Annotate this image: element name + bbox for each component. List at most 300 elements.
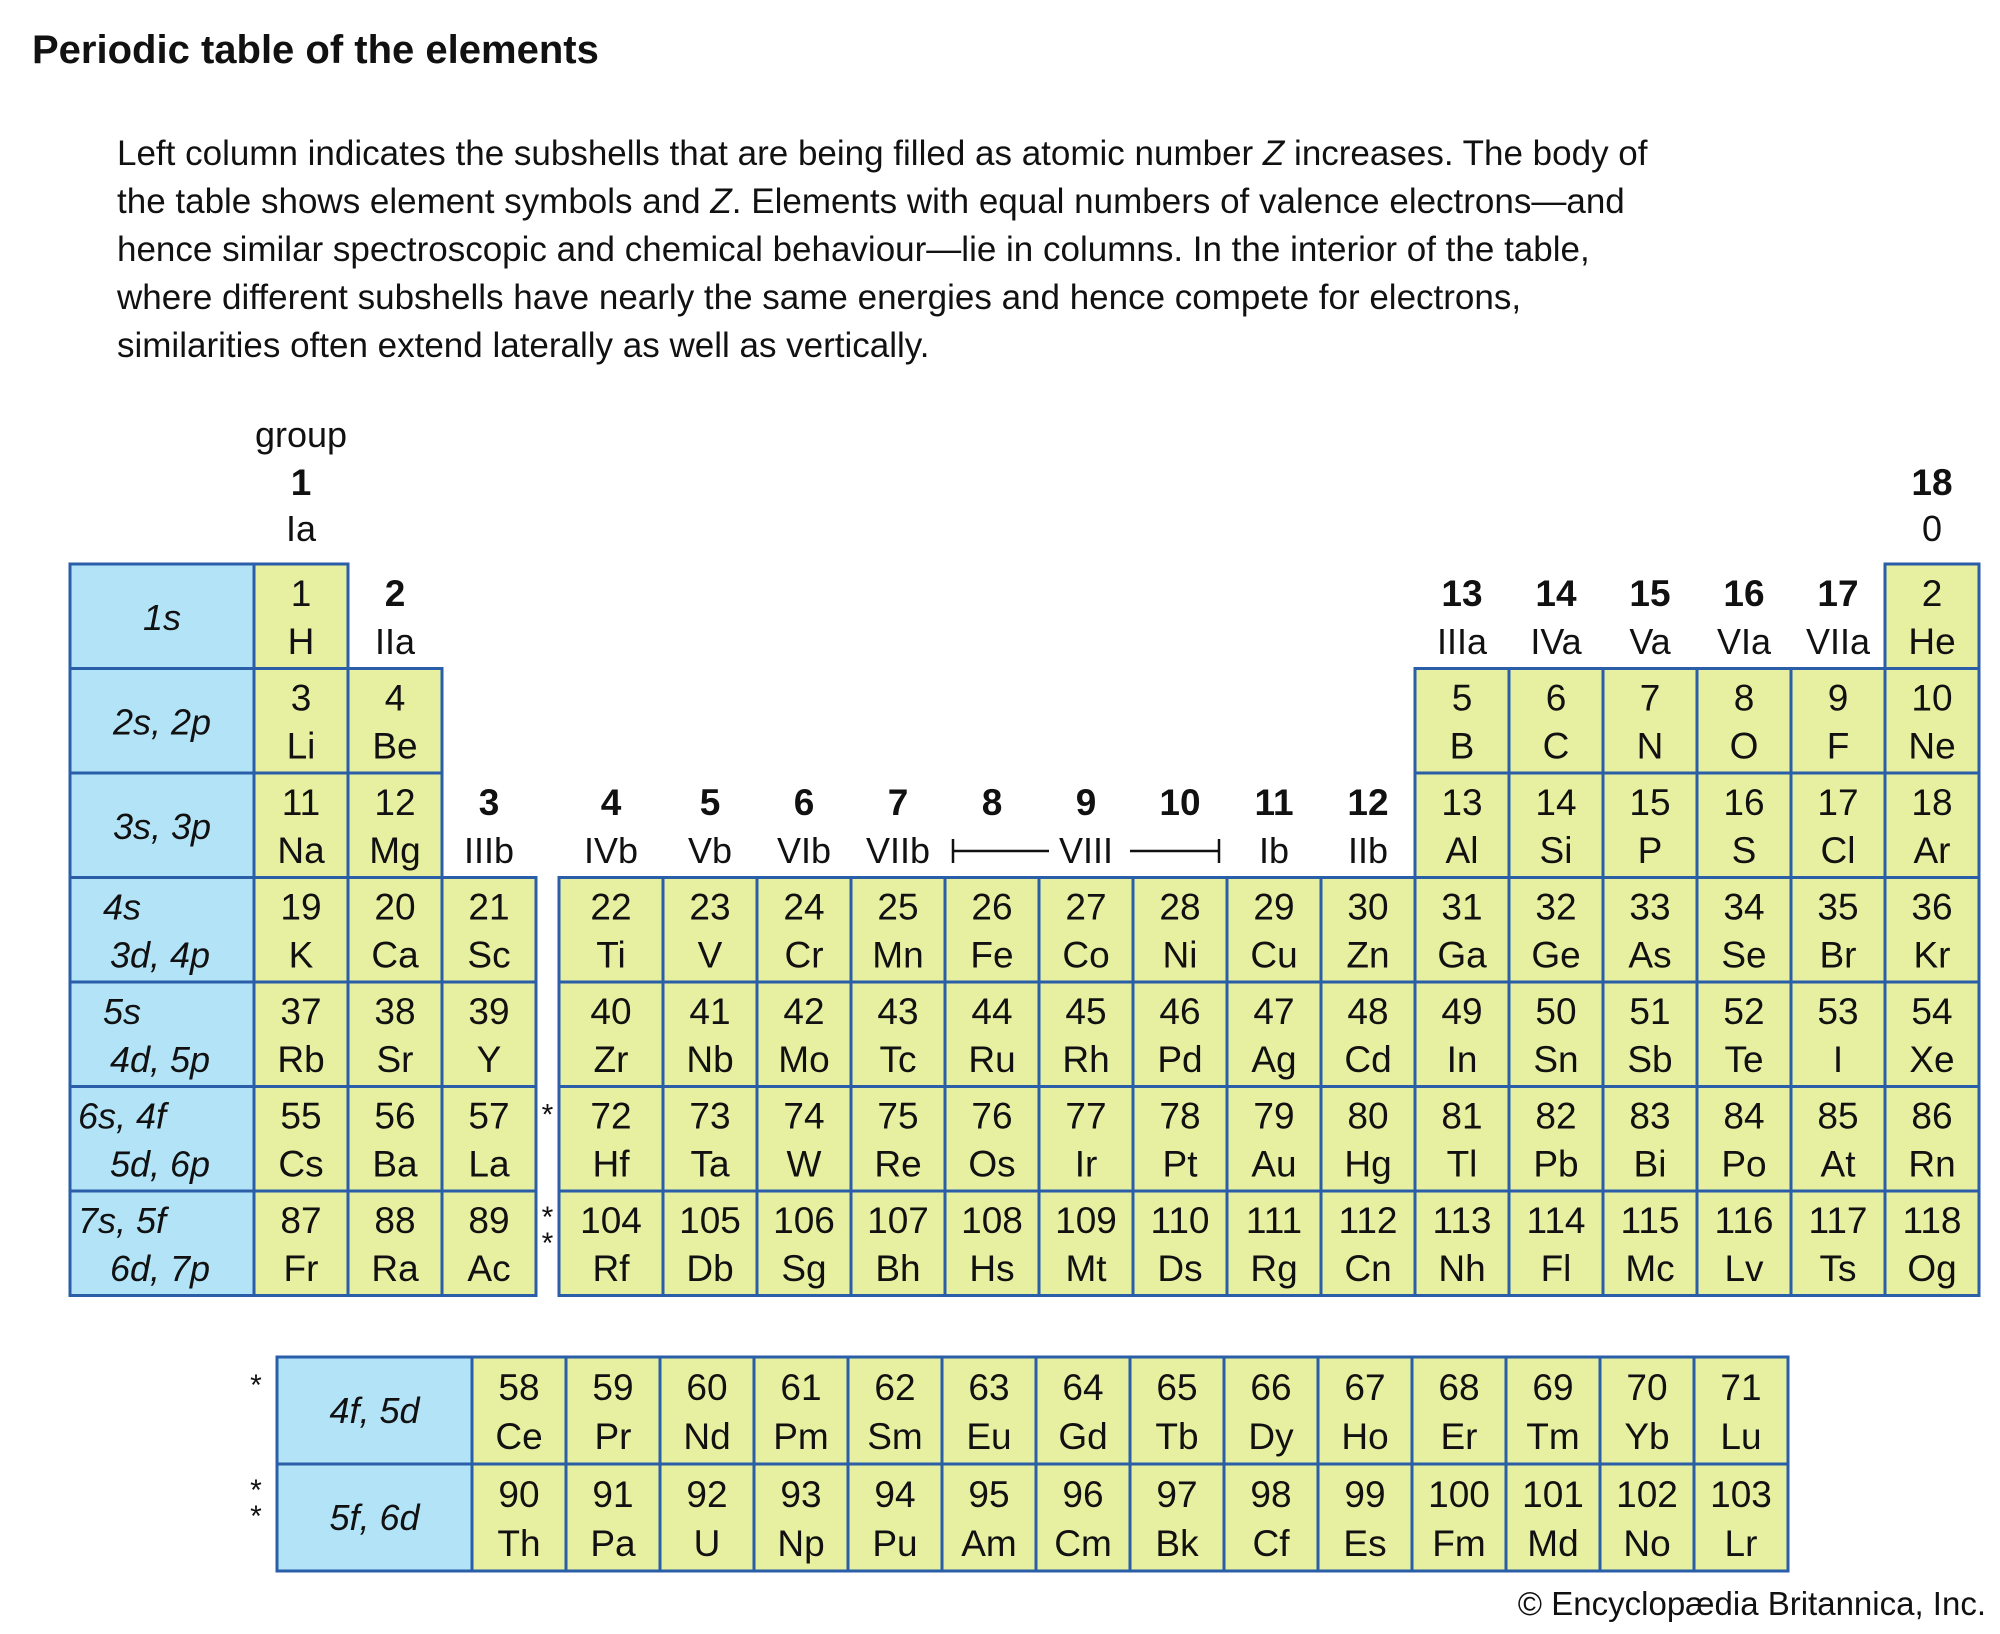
element-symbol: U <box>693 1523 721 1564</box>
atomic-number: 12 <box>374 782 416 823</box>
atomic-number: 109 <box>1055 1200 1117 1241</box>
subshell-label-part: 6 <box>109 1248 130 1289</box>
atomic-number: 56 <box>374 1095 416 1137</box>
element-symbol: Tm <box>1526 1416 1580 1457</box>
element-symbol: Xe <box>1909 1039 1955 1080</box>
f-block-marker: * <box>250 1369 262 1402</box>
group-number: 6 <box>793 782 815 823</box>
subshell-label-part: , 5 <box>359 1390 400 1431</box>
element-symbol: Fe <box>970 934 1014 976</box>
element-symbol: Al <box>1445 830 1479 871</box>
subshell-label-part: 5 <box>102 991 124 1032</box>
element-symbol: Ts <box>1819 1248 1857 1289</box>
atomic-number: 70 <box>1626 1367 1668 1408</box>
group-number: 16 <box>1723 573 1765 614</box>
atomic-number: 62 <box>874 1367 916 1408</box>
element-symbol: Th <box>497 1523 541 1564</box>
atomic-number: 76 <box>971 1095 1013 1137</box>
element-symbol: Lr <box>1724 1523 1758 1564</box>
element-symbol: Pb <box>1533 1143 1579 1185</box>
group-number: 12 <box>1347 782 1389 823</box>
element-symbol: Cr <box>784 934 824 976</box>
atomic-number: 57 <box>468 1095 510 1137</box>
atomic-number: 86 <box>1911 1095 1953 1137</box>
subshell-label-part: f <box>349 1390 360 1431</box>
element-symbol: B <box>1449 725 1475 767</box>
atomic-number: 15 <box>1629 782 1671 823</box>
group-heading-word: group <box>254 414 348 455</box>
atomic-number: 71 <box>1720 1367 1762 1408</box>
atomic-number: 93 <box>780 1474 822 1515</box>
element-symbol: Rh <box>1062 1039 1110 1080</box>
subshell-label-part: d <box>129 1143 150 1185</box>
atomic-number: 72 <box>590 1095 632 1137</box>
element-symbol: Be <box>372 725 418 767</box>
element-symbol: Ds <box>1157 1248 1203 1289</box>
element-symbol: Sb <box>1627 1039 1673 1080</box>
atomic-number: 85 <box>1817 1095 1859 1137</box>
element-symbol: Ho <box>1341 1416 1389 1457</box>
atomic-number: 88 <box>374 1200 416 1241</box>
element-symbol: Os <box>968 1143 1016 1185</box>
subshell-label-part: f <box>349 1497 360 1538</box>
element-symbol: Ni <box>1162 934 1198 976</box>
atomic-number: 41 <box>689 991 731 1032</box>
atomic-number: 21 <box>468 886 510 928</box>
element-symbol: Br <box>1819 934 1857 976</box>
element-symbol: Sc <box>467 934 511 976</box>
group-roman-label: Ib <box>1258 830 1290 871</box>
atomic-number: 63 <box>968 1367 1010 1408</box>
element-symbol: Ca <box>371 934 419 976</box>
subshell-label-part: p <box>190 1039 211 1080</box>
atomic-number: 42 <box>783 991 825 1032</box>
subshell-label-part: p <box>190 1143 211 1185</box>
subshell-label-part: , 6 <box>150 1143 191 1185</box>
atomic-number: 95 <box>968 1474 1010 1515</box>
atomic-number: 6 <box>1545 677 1567 719</box>
subshell-label-part: , 7 <box>150 1248 191 1289</box>
element-symbol: Rb <box>277 1039 325 1080</box>
group-roman-label: VIIa <box>1805 621 1871 662</box>
element-symbol: Bk <box>1155 1523 1199 1564</box>
atomic-number: 11 <box>281 782 321 823</box>
atomic-number: 29 <box>1253 886 1295 928</box>
atomic-number: 100 <box>1428 1474 1490 1515</box>
atomic-number: 74 <box>783 1095 825 1137</box>
element-symbol: H <box>287 621 315 662</box>
subshell-label-part: d <box>399 1390 420 1431</box>
atomic-number: 58 <box>498 1367 540 1408</box>
element-symbol: W <box>786 1143 822 1185</box>
group-number: 2 <box>384 573 406 614</box>
group-roman-label: Ia <box>285 508 317 549</box>
atomic-number: 40 <box>590 991 632 1032</box>
element-symbol: Mn <box>872 934 924 976</box>
element-symbol: Ge <box>1531 934 1581 976</box>
atomic-number: 105 <box>679 1200 741 1241</box>
atomic-number: 107 <box>867 1200 929 1241</box>
element-symbol: No <box>1623 1523 1671 1564</box>
element-symbol: As <box>1628 934 1672 976</box>
subshell-label-part: d <box>129 934 150 976</box>
subshell-label-part: 7 <box>77 1200 98 1241</box>
subshell-label-part: d <box>399 1497 420 1538</box>
atomic-number: 84 <box>1723 1095 1765 1137</box>
atomic-number: 17 <box>1817 782 1859 823</box>
atomic-number: 9 <box>1827 677 1849 719</box>
element-symbol: Hs <box>969 1248 1015 1289</box>
subshell-label-part: s, 2 <box>132 701 192 743</box>
element-symbol: Pd <box>1157 1039 1203 1080</box>
intro-text: where different subshells have nearly the same energies and hence compete for electrons, <box>117 278 1522 317</box>
group-number: 3 <box>478 782 500 823</box>
intro-text: hence similar spectroscopic and chemical behaviour—lie in columns. In the interior of the table, <box>117 230 1590 269</box>
element-symbol: Ga <box>1437 934 1487 976</box>
group-roman-label: VIb <box>776 830 832 871</box>
element-symbol: Mc <box>1625 1248 1675 1289</box>
subshell-label-text <box>110 935 210 976</box>
subshell-label-part: 4 <box>329 1390 350 1431</box>
atomic-number: 67 <box>1344 1367 1386 1408</box>
element-symbol: Cn <box>1344 1248 1392 1289</box>
atomic-number: 54 <box>1911 991 1953 1032</box>
element-symbol: Cf <box>1252 1523 1290 1564</box>
actinide-marker: * <box>541 1201 554 1234</box>
element-symbol: Se <box>1721 934 1767 976</box>
subshell-label-text <box>110 1039 210 1080</box>
subshell-label-part: 6 <box>77 1095 98 1137</box>
element-symbol: Pu <box>872 1523 918 1564</box>
atomic-number: 44 <box>971 991 1013 1032</box>
atomic-number: 10 <box>1911 677 1953 719</box>
atomic-number: 87 <box>280 1200 322 1241</box>
atomic-number: 51 <box>1629 991 1671 1032</box>
atomic-number: 114 <box>1526 1200 1586 1241</box>
element-symbol: Rg <box>1250 1248 1298 1289</box>
subshell-label-text <box>113 806 211 847</box>
atomic-number: 52 <box>1723 991 1765 1032</box>
atomic-number: 89 <box>468 1200 510 1241</box>
element-symbol: Ag <box>1251 1039 1297 1080</box>
element-symbol: Nh <box>1438 1248 1486 1289</box>
subshell-label-text <box>110 1248 210 1289</box>
element-symbol: Lu <box>1720 1416 1762 1457</box>
element-symbol: Sr <box>376 1039 414 1080</box>
atomic-number: 90 <box>498 1474 540 1515</box>
group-roman-label: IIa <box>374 621 416 662</box>
atomic-number: 77 <box>1065 1095 1107 1137</box>
subshell-label-part: 2 <box>112 701 133 743</box>
atomic-number: 37 <box>280 991 322 1032</box>
subshell-label-part: p <box>190 934 211 976</box>
element-symbol: Zn <box>1346 934 1390 976</box>
subshell-label-text <box>103 887 141 928</box>
subshell-label-text <box>110 1144 210 1185</box>
atomic-number: 98 <box>1250 1474 1292 1515</box>
element-symbol: Fl <box>1540 1248 1572 1289</box>
element-symbol: K <box>288 934 314 976</box>
element-symbol: Bh <box>875 1248 921 1289</box>
group-roman-label: Va <box>1629 621 1671 662</box>
subshell-label-part: 3 <box>109 934 130 976</box>
element-symbol: Ne <box>1908 725 1956 767</box>
atomic-number: 32 <box>1535 886 1577 928</box>
element-symbol: In <box>1446 1039 1478 1080</box>
atomic-number: 20 <box>374 886 416 928</box>
atomic-number: 24 <box>783 886 825 928</box>
atomic-number: 103 <box>1710 1474 1772 1515</box>
element-symbol: Hf <box>592 1143 630 1185</box>
subshell-label-part: , 6 <box>359 1497 400 1538</box>
element-symbol: Ti <box>596 934 626 976</box>
subshell-label-text <box>103 991 141 1032</box>
element-symbol: O <box>1729 725 1759 767</box>
element-symbol: Si <box>1539 830 1573 871</box>
group-roman-label: VIII <box>1058 830 1114 871</box>
atomic-number: 92 <box>686 1474 728 1515</box>
element-symbol: Pr <box>594 1416 632 1457</box>
atomic-number: 1 <box>290 573 312 614</box>
element-symbol: Er <box>1440 1416 1478 1457</box>
element-symbol: Nb <box>686 1039 734 1080</box>
atomic-number: 39 <box>468 991 510 1032</box>
f-block-marker: * <box>250 1500 262 1533</box>
element-symbol: Am <box>961 1523 1017 1564</box>
atomic-number: 111 <box>1245 1200 1303 1241</box>
element-symbol: Ce <box>495 1416 543 1457</box>
element-symbol: La <box>468 1143 510 1185</box>
atomic-number: 80 <box>1347 1095 1389 1137</box>
atomic-number: 34 <box>1723 886 1765 928</box>
group-roman-label: IIIb <box>463 830 515 871</box>
atomic-number: 60 <box>686 1367 728 1408</box>
subshell-label-text <box>329 1497 420 1538</box>
atomic-number: 47 <box>1253 991 1295 1032</box>
element-symbol: S <box>1731 830 1757 871</box>
group-number: 17 <box>1817 573 1859 614</box>
subshell-label-part: , 5 <box>150 1039 191 1080</box>
atomic-number: 115 <box>1620 1200 1680 1241</box>
intro-text: the table shows element symbols and <box>117 182 711 221</box>
atomic-number: 50 <box>1535 991 1577 1032</box>
atomic-number: 75 <box>877 1095 919 1137</box>
element-symbol: Md <box>1527 1523 1579 1564</box>
element-symbol: Mo <box>778 1039 830 1080</box>
group-number: 11 <box>1254 782 1294 823</box>
subshell-label-part: s <box>163 597 182 638</box>
element-symbol: Nd <box>683 1416 731 1457</box>
atomic-number: 18 <box>1911 782 1953 823</box>
subshell-label-text <box>329 1390 420 1431</box>
element-symbol: Np <box>777 1523 825 1564</box>
atomic-number: 25 <box>877 886 919 928</box>
element-symbol: Ar <box>1913 830 1951 871</box>
element-symbol: He <box>1908 621 1956 662</box>
group-roman-label: IVa <box>1530 621 1582 662</box>
element-symbol: Sn <box>1533 1039 1579 1080</box>
element-symbol: Og <box>1907 1248 1957 1289</box>
group-number: 8 <box>981 782 1003 823</box>
atomic-number: 118 <box>1902 1200 1962 1241</box>
intro-z-symbol: Z <box>710 182 732 221</box>
atomic-number: 106 <box>773 1200 835 1241</box>
atomic-number: 43 <box>877 991 919 1032</box>
group-number: 9 <box>1075 782 1097 823</box>
intro-z-symbol: Z <box>1262 134 1285 173</box>
subshell-label-part: 4 <box>102 886 124 928</box>
element-symbol: At <box>1820 1143 1856 1185</box>
atomic-number: 112 <box>1338 1200 1398 1241</box>
atomic-number: 53 <box>1817 991 1859 1032</box>
subshell-label-part: p <box>190 1248 211 1289</box>
atomic-number: 113 <box>1432 1200 1492 1241</box>
element-symbol: F <box>1826 725 1850 767</box>
group-roman-label: Vb <box>687 830 733 871</box>
figure-title: Periodic table of the elements <box>32 28 599 72</box>
intro-text: . Elements with equal numbers of valence electrons—and <box>731 182 1625 221</box>
atomic-number: 5 <box>1451 677 1473 719</box>
element-symbol: V <box>697 934 723 976</box>
element-symbol: Au <box>1251 1143 1297 1185</box>
group-number: 10 <box>1159 782 1201 823</box>
atomic-number: 101 <box>1522 1474 1584 1515</box>
atomic-number: 102 <box>1616 1474 1678 1515</box>
element-symbol: Y <box>476 1039 502 1080</box>
atomic-number: 96 <box>1062 1474 1104 1515</box>
element-symbol: Co <box>1062 934 1110 976</box>
subshell-label-part: s, 4 <box>97 1095 157 1137</box>
element-symbol: Lv <box>1724 1248 1764 1289</box>
element-symbol: Cs <box>278 1143 324 1185</box>
element-symbol: Ra <box>371 1248 419 1289</box>
intro-text: Left column indicates the subshells that are being filled as atomic number <box>117 134 1263 173</box>
group-number: 5 <box>699 782 721 823</box>
element-symbol: Na <box>277 830 325 871</box>
group-number: 13 <box>1441 573 1483 614</box>
atomic-number: 26 <box>971 886 1013 928</box>
element-symbol: Kr <box>1913 934 1951 976</box>
subshell-label-part: 1 <box>142 597 164 638</box>
copyright-notice: © Encyclopædia Britannica, Inc. <box>1517 1585 1986 1622</box>
intro-text: increases. The body of <box>1284 134 1648 173</box>
group-roman-label: VIa <box>1716 621 1772 662</box>
element-symbol: Hg <box>1344 1143 1392 1185</box>
atomic-number: 97 <box>1156 1474 1198 1515</box>
atomic-number: 61 <box>780 1367 822 1408</box>
atomic-number: 66 <box>1250 1367 1292 1408</box>
element-symbol: I <box>1832 1039 1844 1080</box>
atomic-number: 78 <box>1159 1095 1201 1137</box>
element-symbol: P <box>1637 830 1663 871</box>
element-symbol: Eu <box>966 1416 1012 1457</box>
atomic-number: 55 <box>280 1095 322 1137</box>
atomic-number: 46 <box>1159 991 1201 1032</box>
atomic-number: 59 <box>592 1367 634 1408</box>
actinide-marker: * <box>541 1227 554 1260</box>
element-symbol: Cm <box>1054 1523 1112 1564</box>
element-symbol: Tc <box>879 1039 917 1080</box>
subshell-label-part: , 4 <box>150 934 191 976</box>
group-number: 1 <box>290 462 312 503</box>
element-symbol: Ba <box>372 1143 418 1185</box>
atomic-number: 99 <box>1344 1474 1386 1515</box>
atomic-number: 69 <box>1532 1367 1574 1408</box>
subshell-label-part: p <box>191 701 212 743</box>
group-number: 4 <box>600 782 622 823</box>
element-symbol: N <box>1636 725 1664 767</box>
lanthanide-marker: * <box>541 1098 554 1132</box>
element-symbol: Fr <box>283 1248 319 1289</box>
atomic-number: 83 <box>1629 1095 1671 1137</box>
element-symbol: Cd <box>1344 1039 1392 1080</box>
element-symbol: Pm <box>773 1416 829 1457</box>
element-symbol: Db <box>686 1248 734 1289</box>
subshell-label-part: 5 <box>329 1497 350 1538</box>
atomic-number: 64 <box>1062 1367 1104 1408</box>
subshell-label-text <box>143 597 181 638</box>
element-symbol: Ir <box>1074 1143 1098 1185</box>
subshell-label-part: 3 <box>112 806 133 847</box>
atomic-number: 116 <box>1714 1200 1774 1241</box>
atomic-number: 28 <box>1159 886 1201 928</box>
atomic-number: 91 <box>592 1474 634 1515</box>
subshell-label-part: s <box>123 886 142 928</box>
atomic-number: 36 <box>1911 886 1953 928</box>
subshell-label-text <box>78 1096 170 1137</box>
subshell-label-part: d <box>129 1039 150 1080</box>
element-symbol: Es <box>1343 1523 1387 1564</box>
element-symbol: Tl <box>1446 1143 1478 1185</box>
atomic-number: 4 <box>384 677 406 719</box>
subshell-label-part: s <box>123 991 142 1032</box>
atomic-number: 45 <box>1065 991 1107 1032</box>
subshell-label-part: 5 <box>109 1143 130 1185</box>
atomic-number: 82 <box>1535 1095 1577 1137</box>
atomic-number: 8 <box>1733 677 1755 719</box>
element-symbol: Po <box>1721 1143 1767 1185</box>
element-symbol: Sm <box>867 1416 923 1457</box>
atomic-number: 79 <box>1253 1095 1295 1137</box>
atomic-number: 31 <box>1441 886 1483 928</box>
element-symbol: Fm <box>1432 1523 1486 1564</box>
atomic-number: 2 <box>1921 573 1943 614</box>
atomic-number: 48 <box>1347 991 1389 1032</box>
group-roman-label: VIIb <box>865 830 931 871</box>
atomic-number: 38 <box>374 991 416 1032</box>
atomic-number: 7 <box>1639 677 1661 719</box>
subshell-label-part: 4 <box>109 1039 130 1080</box>
element-symbol: Rn <box>1908 1143 1956 1185</box>
subshell-label-text <box>78 1200 170 1241</box>
atomic-number: 35 <box>1817 886 1859 928</box>
group-roman-label: IIb <box>1347 830 1389 871</box>
subshell-label-part: s, 5 <box>97 1200 157 1241</box>
atomic-number: 19 <box>280 886 322 928</box>
subshell-label-part: d <box>129 1248 150 1289</box>
element-symbol: C <box>1542 725 1570 767</box>
atomic-number: 3 <box>290 677 312 719</box>
atomic-number: 30 <box>1347 886 1389 928</box>
atomic-number: 81 <box>1441 1095 1483 1137</box>
element-symbol: Pt <box>1162 1143 1198 1185</box>
f-block-marker: * <box>250 1474 262 1507</box>
atomic-number: 49 <box>1441 991 1483 1032</box>
group-number: 18 <box>1911 462 1953 503</box>
element-symbol: Mt <box>1065 1248 1107 1289</box>
subshell-label-part: f <box>156 1200 167 1241</box>
element-symbol: Cl <box>1820 830 1856 871</box>
